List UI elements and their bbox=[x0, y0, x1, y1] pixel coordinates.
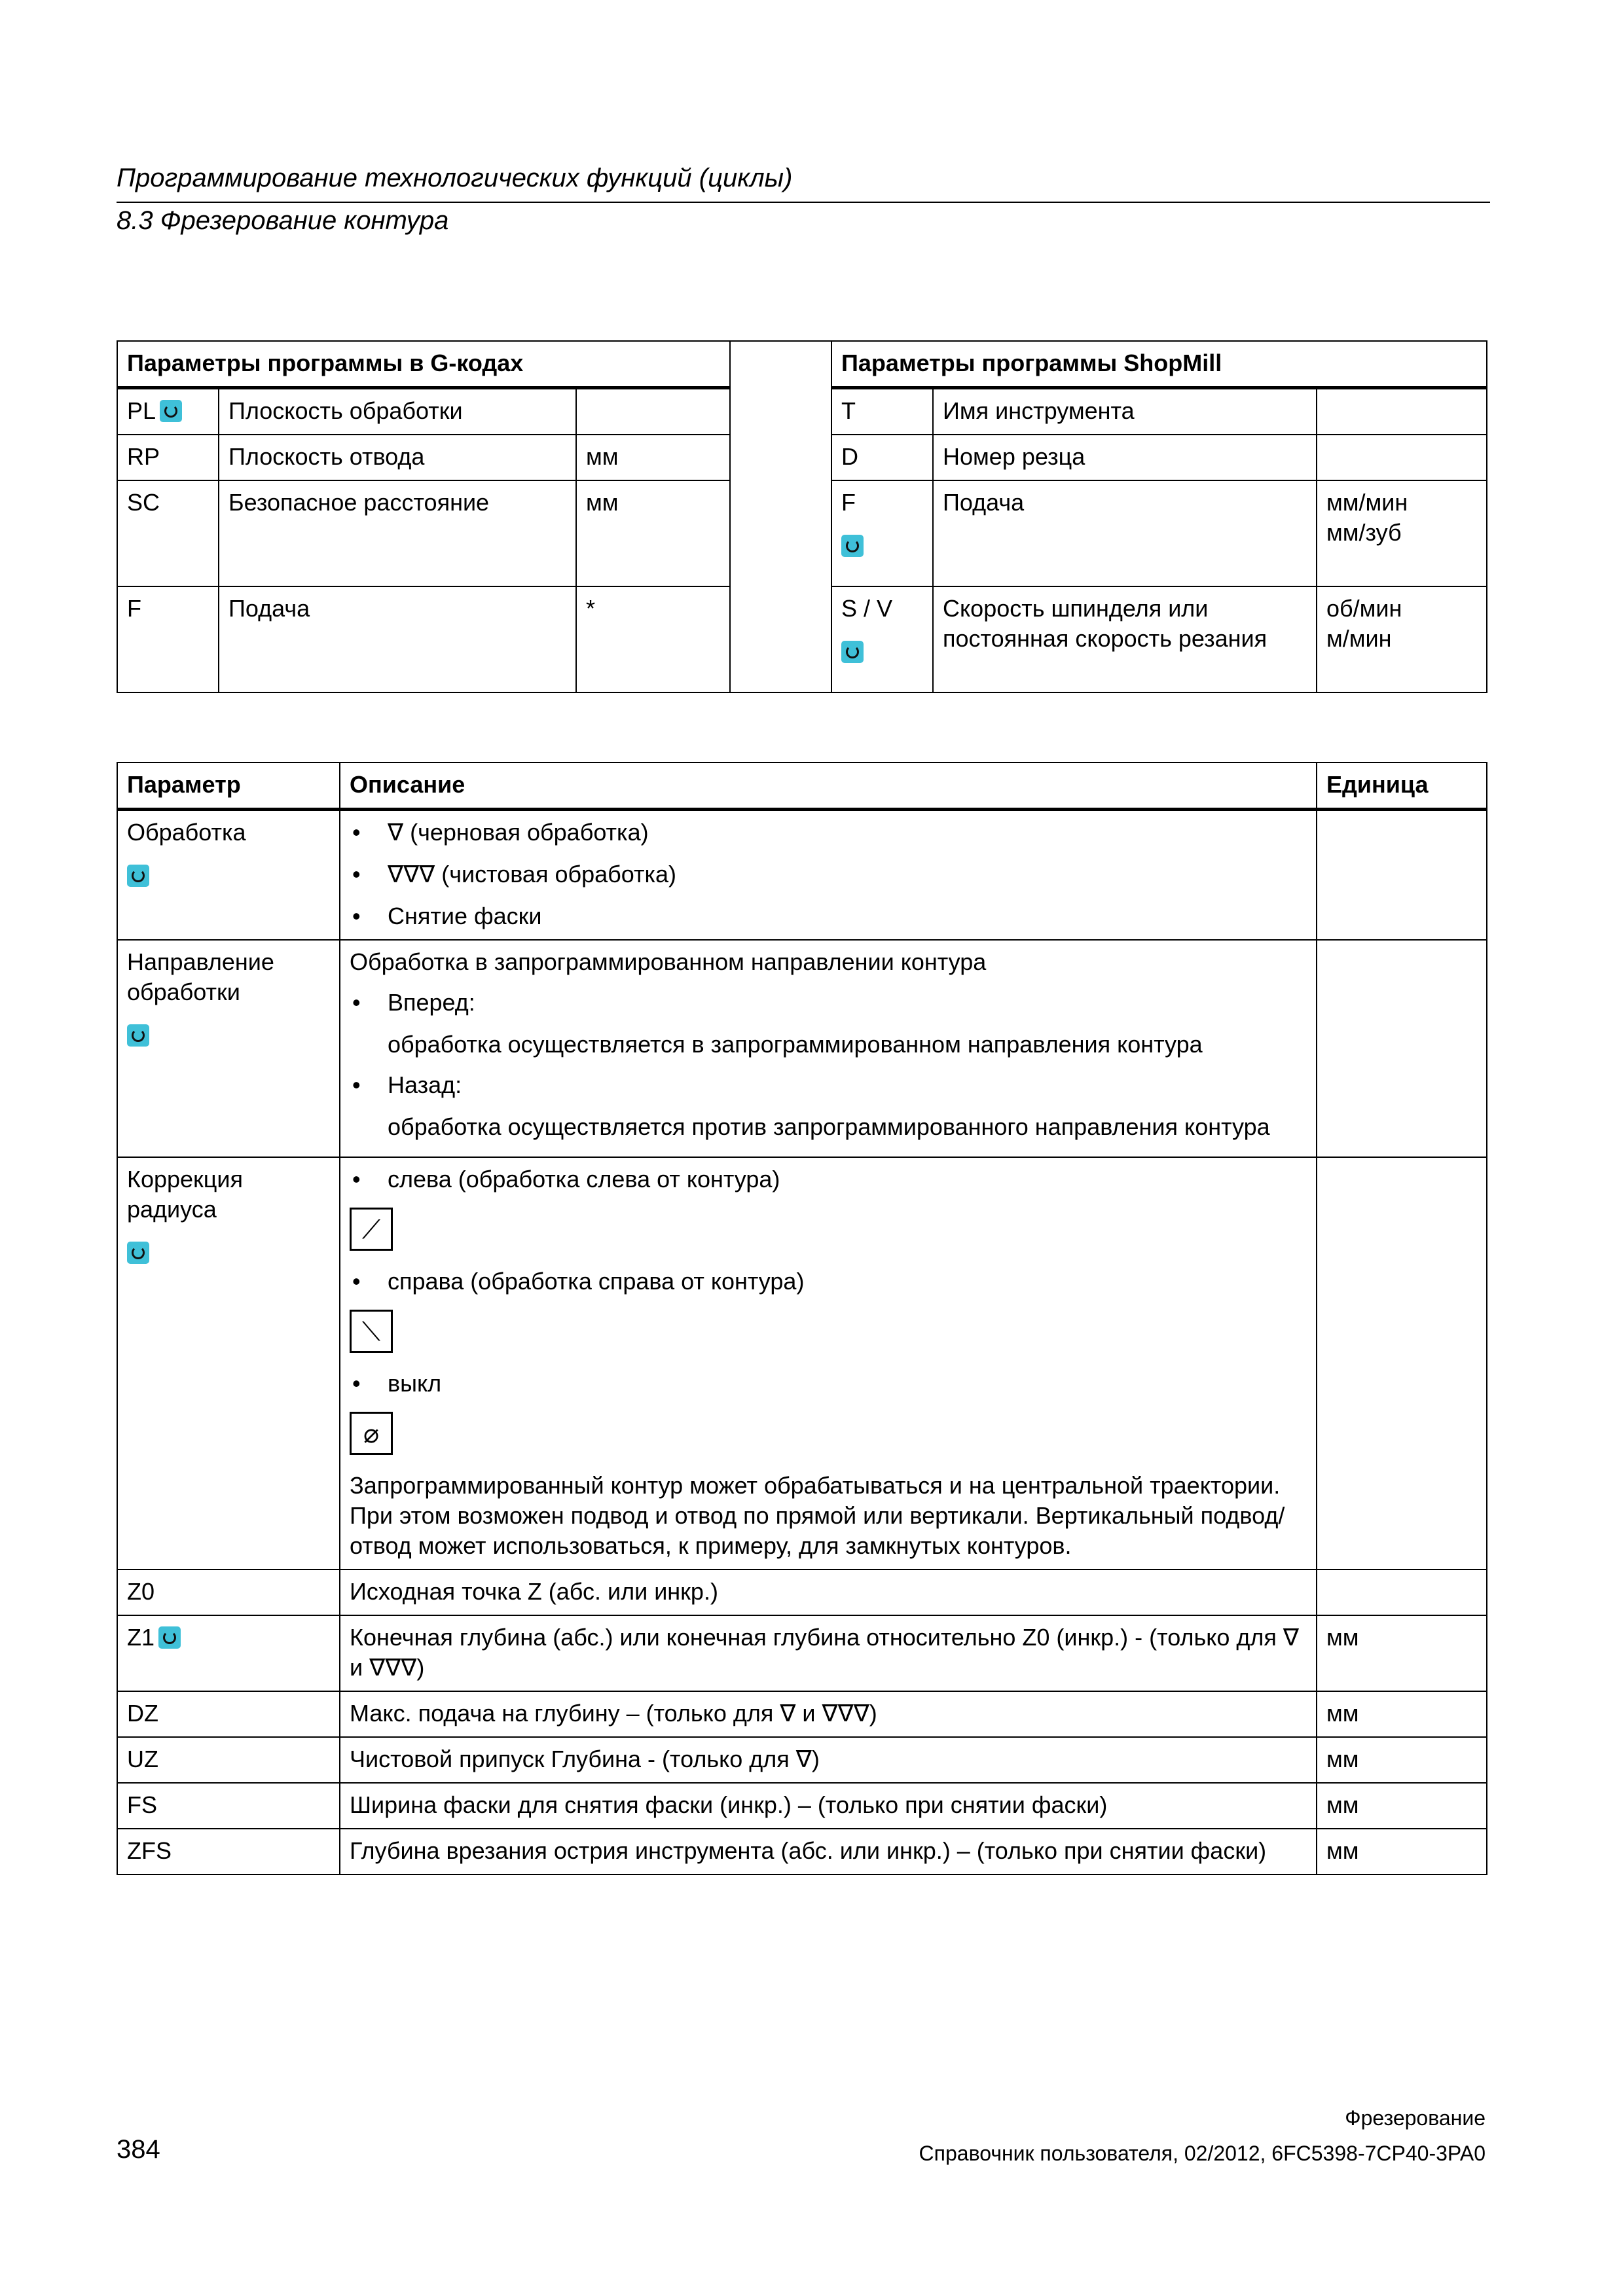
cycle-toggle-icon[interactable] bbox=[127, 1242, 149, 1264]
chapter-title: Программирование технологических функций (циклы) bbox=[117, 164, 793, 192]
param-unit: * bbox=[576, 586, 730, 692]
page-number: 384 bbox=[117, 2135, 160, 2164]
param-code: PL bbox=[127, 397, 156, 424]
shopmill-params-header: Параметры программы ShopMill bbox=[831, 341, 1487, 388]
param-code: Z0 bbox=[117, 1570, 340, 1615]
param-code: DZ bbox=[117, 1691, 340, 1737]
param-code: S / V bbox=[841, 595, 893, 622]
table-row bbox=[117, 1157, 1487, 1570]
cycle-toggle-icon[interactable] bbox=[158, 1626, 181, 1649]
param-desc: Подача bbox=[219, 586, 576, 692]
param-code: UZ bbox=[117, 1737, 340, 1783]
table-row bbox=[117, 1615, 1487, 1691]
col-header-unit: Единица bbox=[1317, 762, 1487, 810]
param-code: T bbox=[831, 388, 933, 435]
cycle-toggle-icon[interactable] bbox=[841, 535, 864, 557]
param-code: FS bbox=[117, 1783, 340, 1829]
param-code: Z1 bbox=[127, 1624, 155, 1651]
param-desc: Ширина фаски для снятия фаски (инкр.) – (только при снятии фаски) bbox=[340, 1783, 1317, 1829]
table-row bbox=[117, 1829, 1487, 1874]
list-item: • Снятие фаски bbox=[350, 901, 1307, 931]
param-desc: Чистовой припуск Глубина - (только для ∇) bbox=[340, 1737, 1317, 1783]
param-unit: мм bbox=[1317, 1691, 1487, 1737]
param-code: Коррекция радиуса bbox=[127, 1166, 244, 1223]
param-desc: Имя инструмента bbox=[933, 388, 1317, 435]
param-desc: Подача bbox=[933, 480, 1317, 586]
direction-intro: Обработка в запрограммированном направлении контура bbox=[350, 948, 987, 975]
table-row bbox=[117, 1691, 1487, 1737]
table-row bbox=[117, 810, 1487, 941]
param-desc: Макс. подача на глубину – (только для ∇ и ∇∇∇) bbox=[340, 1691, 1317, 1737]
header-rule bbox=[117, 202, 1490, 203]
cycle-toggle-icon[interactable] bbox=[127, 865, 149, 887]
param-unit: мм bbox=[1317, 1829, 1487, 1874]
param-unit bbox=[1317, 1570, 1487, 1615]
param-desc: Конечная глубина (абс.) или конечная глубина относительно Z0 (инкр.) - (только для ∇ и ∇∇∇) bbox=[340, 1615, 1317, 1691]
param-code: RP bbox=[117, 435, 219, 480]
param-unit bbox=[1317, 810, 1487, 941]
param-unit bbox=[1317, 940, 1487, 1157]
param-desc: Плоскость отвода bbox=[219, 435, 576, 480]
param-desc: Глубина врезания острия инструмента (абс. или инкр.) – (только при снятии фаски) bbox=[340, 1829, 1317, 1874]
cycle-toggle-icon[interactable] bbox=[127, 1024, 149, 1047]
param-desc: Скорость шпинделя или постоянная скорость резания bbox=[933, 586, 1317, 692]
param-unit bbox=[1317, 388, 1487, 435]
param-code: F bbox=[841, 489, 856, 516]
param-unit: мм bbox=[576, 480, 730, 586]
table-row bbox=[117, 1783, 1487, 1829]
param-desc: Безопасное расстояние bbox=[219, 480, 576, 586]
program-parameters-table bbox=[117, 340, 1487, 693]
direction-back-text: обработка осуществляется против запрограммированного направления контура bbox=[388, 1113, 1270, 1140]
radius-left-icon: ⟋ bbox=[350, 1208, 393, 1251]
param-code: Обработка bbox=[127, 819, 246, 846]
list-item: • Вперед: bbox=[350, 988, 1307, 1018]
section-title: 8.3 Фрезерование контура bbox=[117, 206, 449, 235]
param-unit: мм/мин мм/зуб bbox=[1317, 480, 1487, 586]
param-desc: Номер резца bbox=[933, 435, 1317, 480]
param-code: F bbox=[117, 586, 219, 692]
table-row bbox=[117, 1570, 1487, 1615]
param-desc: Плоскость обработки bbox=[219, 388, 576, 435]
direction-forward-text: обработка осуществляется в запрограммированном направления контура bbox=[388, 1031, 1203, 1058]
param-unit bbox=[1317, 1157, 1487, 1570]
param-code: ZFS bbox=[117, 1829, 340, 1874]
footer-reference: Справочник пользователя, 02/2012, 6FC5398-7CP40-3PA0 bbox=[919, 2142, 1486, 2165]
col-header-param: Параметр bbox=[117, 762, 340, 810]
list-item: • слева (обработка слева от контура) bbox=[350, 1164, 1307, 1194]
cycle-toggle-icon[interactable] bbox=[160, 400, 182, 422]
gcode-params-header: Параметры программы в G-кодах bbox=[117, 341, 730, 388]
radius-right-icon: ⟍ bbox=[350, 1310, 393, 1353]
param-desc: Исходная точка Z (абс. или инкр.) bbox=[340, 1570, 1317, 1615]
param-unit: мм bbox=[1317, 1615, 1487, 1691]
list-item: • Назад: bbox=[350, 1070, 1307, 1100]
param-unit: об/мин м/мин bbox=[1317, 586, 1487, 692]
list-item: • справа (обработка справа от контура) bbox=[350, 1266, 1307, 1297]
table-row bbox=[117, 940, 1487, 1157]
param-unit: мм bbox=[576, 435, 730, 480]
param-code: D bbox=[831, 435, 933, 480]
parameter-description-table bbox=[117, 762, 1487, 1875]
radius-off-icon: ⌀ bbox=[350, 1412, 393, 1455]
col-header-desc: Описание bbox=[340, 762, 1317, 810]
machining-options bbox=[350, 817, 1307, 931]
table-row bbox=[117, 1737, 1487, 1783]
param-unit bbox=[576, 388, 730, 435]
param-code: Направление обработки bbox=[127, 948, 274, 1005]
param-code: SC bbox=[117, 480, 219, 586]
param-unit bbox=[1317, 435, 1487, 480]
radius-note: Запрограммированный контур может обрабатываться и на центральной траектории. При этом возможен подвод и отвод по прямой или вертикали. Вертикальный подвод/отвод может использоваться, к примеру, для замкнутых контуров. bbox=[350, 1472, 1285, 1559]
footer-book-title: Фрезерование bbox=[1345, 2106, 1486, 2130]
list-item: • ∇ (черновая обработка) bbox=[350, 817, 1307, 848]
table-spacer bbox=[730, 341, 831, 692]
param-unit: мм bbox=[1317, 1783, 1487, 1829]
list-item: • ∇∇∇ (чистовая обработка) bbox=[350, 859, 1307, 889]
list-item: • выкл bbox=[350, 1369, 1307, 1399]
param-unit: мм bbox=[1317, 1737, 1487, 1783]
cycle-toggle-icon[interactable] bbox=[841, 641, 864, 663]
